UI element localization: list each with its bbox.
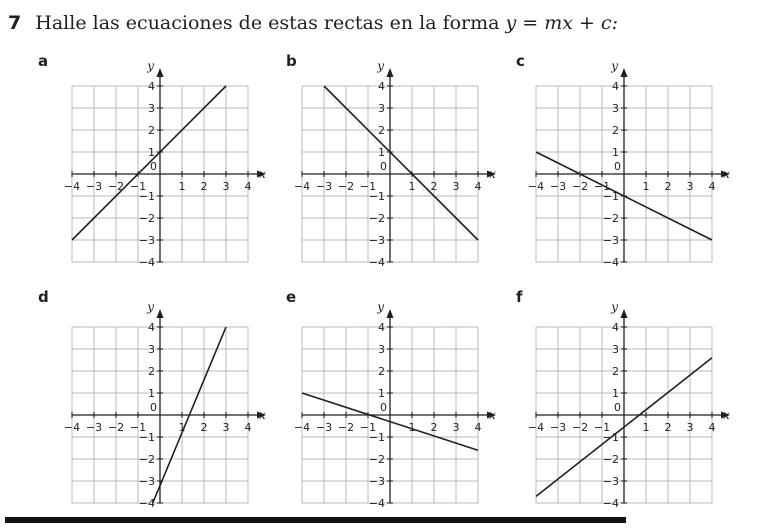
panel-label: e [286,288,297,306]
x-tick-label: 4 [244,421,252,434]
panel-label: b [286,52,297,70]
x-tick-label: −2 [571,421,589,434]
y-tick-label: 2 [612,124,619,137]
y-tick-label: −3 [368,234,385,247]
y-tick-label: −4 [138,256,155,269]
y-tick-label: 3 [378,102,385,115]
y-tick-label: −4 [368,256,385,269]
x-tick-label: 3 [452,180,460,193]
y-tick-label: −1 [138,190,155,203]
y-tick-label: 1 [148,146,155,159]
panel-label: d [38,288,49,306]
y-tick-label: 1 [378,387,385,400]
x-tick-label: 3 [686,180,694,193]
x-tick-label: −4 [527,180,545,193]
x-tick-label: 3 [686,421,694,434]
x-tick-label: −4 [293,180,311,193]
y-axis-label: y [147,300,154,314]
graph-line-b [324,86,478,240]
x-tick-label: −3 [315,180,333,193]
panel-label: c [516,52,525,70]
x-tick-label: −1 [359,180,377,193]
question-text: Halle las ecuaciones de estas rectas en la forma [35,12,500,34]
y-tick-label: 4 [612,321,619,334]
graph-panel-f [516,288,730,510]
x-tick-label: −4 [527,421,545,434]
origin-label: 0 [150,160,157,173]
x-tick-label: 1 [642,180,650,193]
panel-label: f [516,288,523,306]
x-tick-label: −1 [129,180,147,193]
y-tick-label: −3 [602,234,619,247]
y-axis-label: y [611,59,618,73]
x-tick-label: 2 [664,421,672,434]
x-axis-label: x [259,167,266,181]
x-tick-label: −1 [593,180,611,193]
y-tick-label: −2 [138,453,155,466]
y-axis-label: y [377,59,384,73]
y-tick-label: 4 [378,321,385,334]
x-tick-label: −3 [549,180,567,193]
x-tick-label: −1 [359,421,377,434]
x-tick-label: −2 [107,421,125,434]
y-tick-label: −2 [138,212,155,225]
y-axis-arrow [157,68,164,77]
x-tick-label: 1 [178,180,186,193]
y-tick-label: 4 [612,80,619,93]
y-tick-label: −3 [368,475,385,488]
x-axis-label: x [489,408,496,422]
x-tick-label: −2 [107,180,125,193]
y-tick-label: 3 [612,343,619,356]
x-axis-label: x [259,408,266,422]
y-tick-label: 3 [612,102,619,115]
y-tick-label: −2 [368,212,385,225]
y-tick-label: 2 [148,124,155,137]
x-tick-label: 3 [222,180,230,193]
y-axis-arrow [387,309,394,318]
x-tick-label: 3 [222,421,230,434]
x-tick-label: 2 [430,421,438,434]
origin-label: 0 [614,160,621,173]
y-tick-label: 3 [148,102,155,115]
origin-label: 0 [150,401,157,414]
origin-label: 0 [380,160,387,173]
y-tick-label: 2 [378,124,385,137]
y-tick-label: −2 [368,453,385,466]
x-tick-label: 1 [642,421,650,434]
x-axis-label: x [489,167,496,181]
y-axis-arrow [621,309,628,318]
x-tick-label: −3 [315,421,333,434]
graph-panel-e [286,288,496,510]
y-tick-label: 2 [378,365,385,378]
y-tick-label: −1 [602,190,619,203]
y-tick-label: 4 [148,321,155,334]
x-tick-label: 1 [178,421,186,434]
y-tick-label: −1 [602,431,619,444]
x-tick-label: 1 [408,180,416,193]
x-tick-label: −1 [593,421,611,434]
x-tick-label: −4 [63,421,81,434]
y-tick-label: 4 [378,80,385,93]
y-tick-label: 3 [378,343,385,356]
x-tick-label: −3 [85,421,103,434]
x-tick-label: 2 [664,180,672,193]
y-tick-label: −3 [138,234,155,247]
y-tick-label: −1 [368,190,385,203]
x-tick-label: 4 [244,180,252,193]
y-tick-label: 3 [148,343,155,356]
x-tick-label: −2 [337,180,355,193]
y-tick-label: −1 [368,431,385,444]
y-axis-arrow [387,68,394,77]
x-tick-label: 2 [200,421,208,434]
x-tick-label: −2 [571,180,589,193]
x-tick-label: −4 [63,180,81,193]
y-tick-label: 1 [148,387,155,400]
graph-panel-b [286,52,496,269]
y-axis-arrow [621,68,628,77]
x-tick-label: −1 [129,421,147,434]
y-tick-label: 1 [378,146,385,159]
y-tick-label: 1 [612,146,619,159]
origin-label: 0 [614,401,621,414]
y-tick-label: −4 [138,497,155,510]
y-axis-label: y [147,59,154,73]
x-tick-label: 4 [474,421,482,434]
graph-panel-c [516,52,730,269]
origin-label: 0 [380,401,387,414]
y-axis-label: y [377,300,384,314]
y-tick-label: 4 [148,80,155,93]
y-tick-label: −2 [602,212,619,225]
x-tick-label: 4 [474,180,482,193]
x-axis-label: x [723,408,730,422]
y-tick-label: −3 [602,475,619,488]
graph-panel-a [38,52,266,269]
y-tick-label: 2 [148,365,155,378]
y-tick-label: −4 [368,497,385,510]
x-tick-label: −3 [85,180,103,193]
bottom-divider [5,517,626,523]
x-tick-label: −4 [293,421,311,434]
x-tick-label: 2 [430,180,438,193]
y-tick-label: −4 [602,256,619,269]
y-axis-arrow [157,309,164,318]
y-tick-label: −3 [138,475,155,488]
x-tick-label: 1 [408,421,416,434]
x-axis-label: x [723,167,730,181]
y-tick-label: 2 [612,365,619,378]
x-tick-label: 3 [452,421,460,434]
y-tick-label: −4 [602,497,619,510]
x-tick-label: −2 [337,421,355,434]
question-equation: y = mx + c: [505,12,619,34]
x-tick-label: −3 [549,421,567,434]
x-tick-label: 4 [708,180,716,193]
x-tick-label: 2 [200,180,208,193]
x-tick-label: 4 [708,421,716,434]
y-tick-label: −2 [602,453,619,466]
y-axis-label: y [611,300,618,314]
y-tick-label: 1 [612,387,619,400]
panel-label: a [38,52,49,70]
question-number: 7 [8,12,22,34]
y-tick-label: −1 [138,431,155,444]
graph-panel-d [38,288,266,510]
